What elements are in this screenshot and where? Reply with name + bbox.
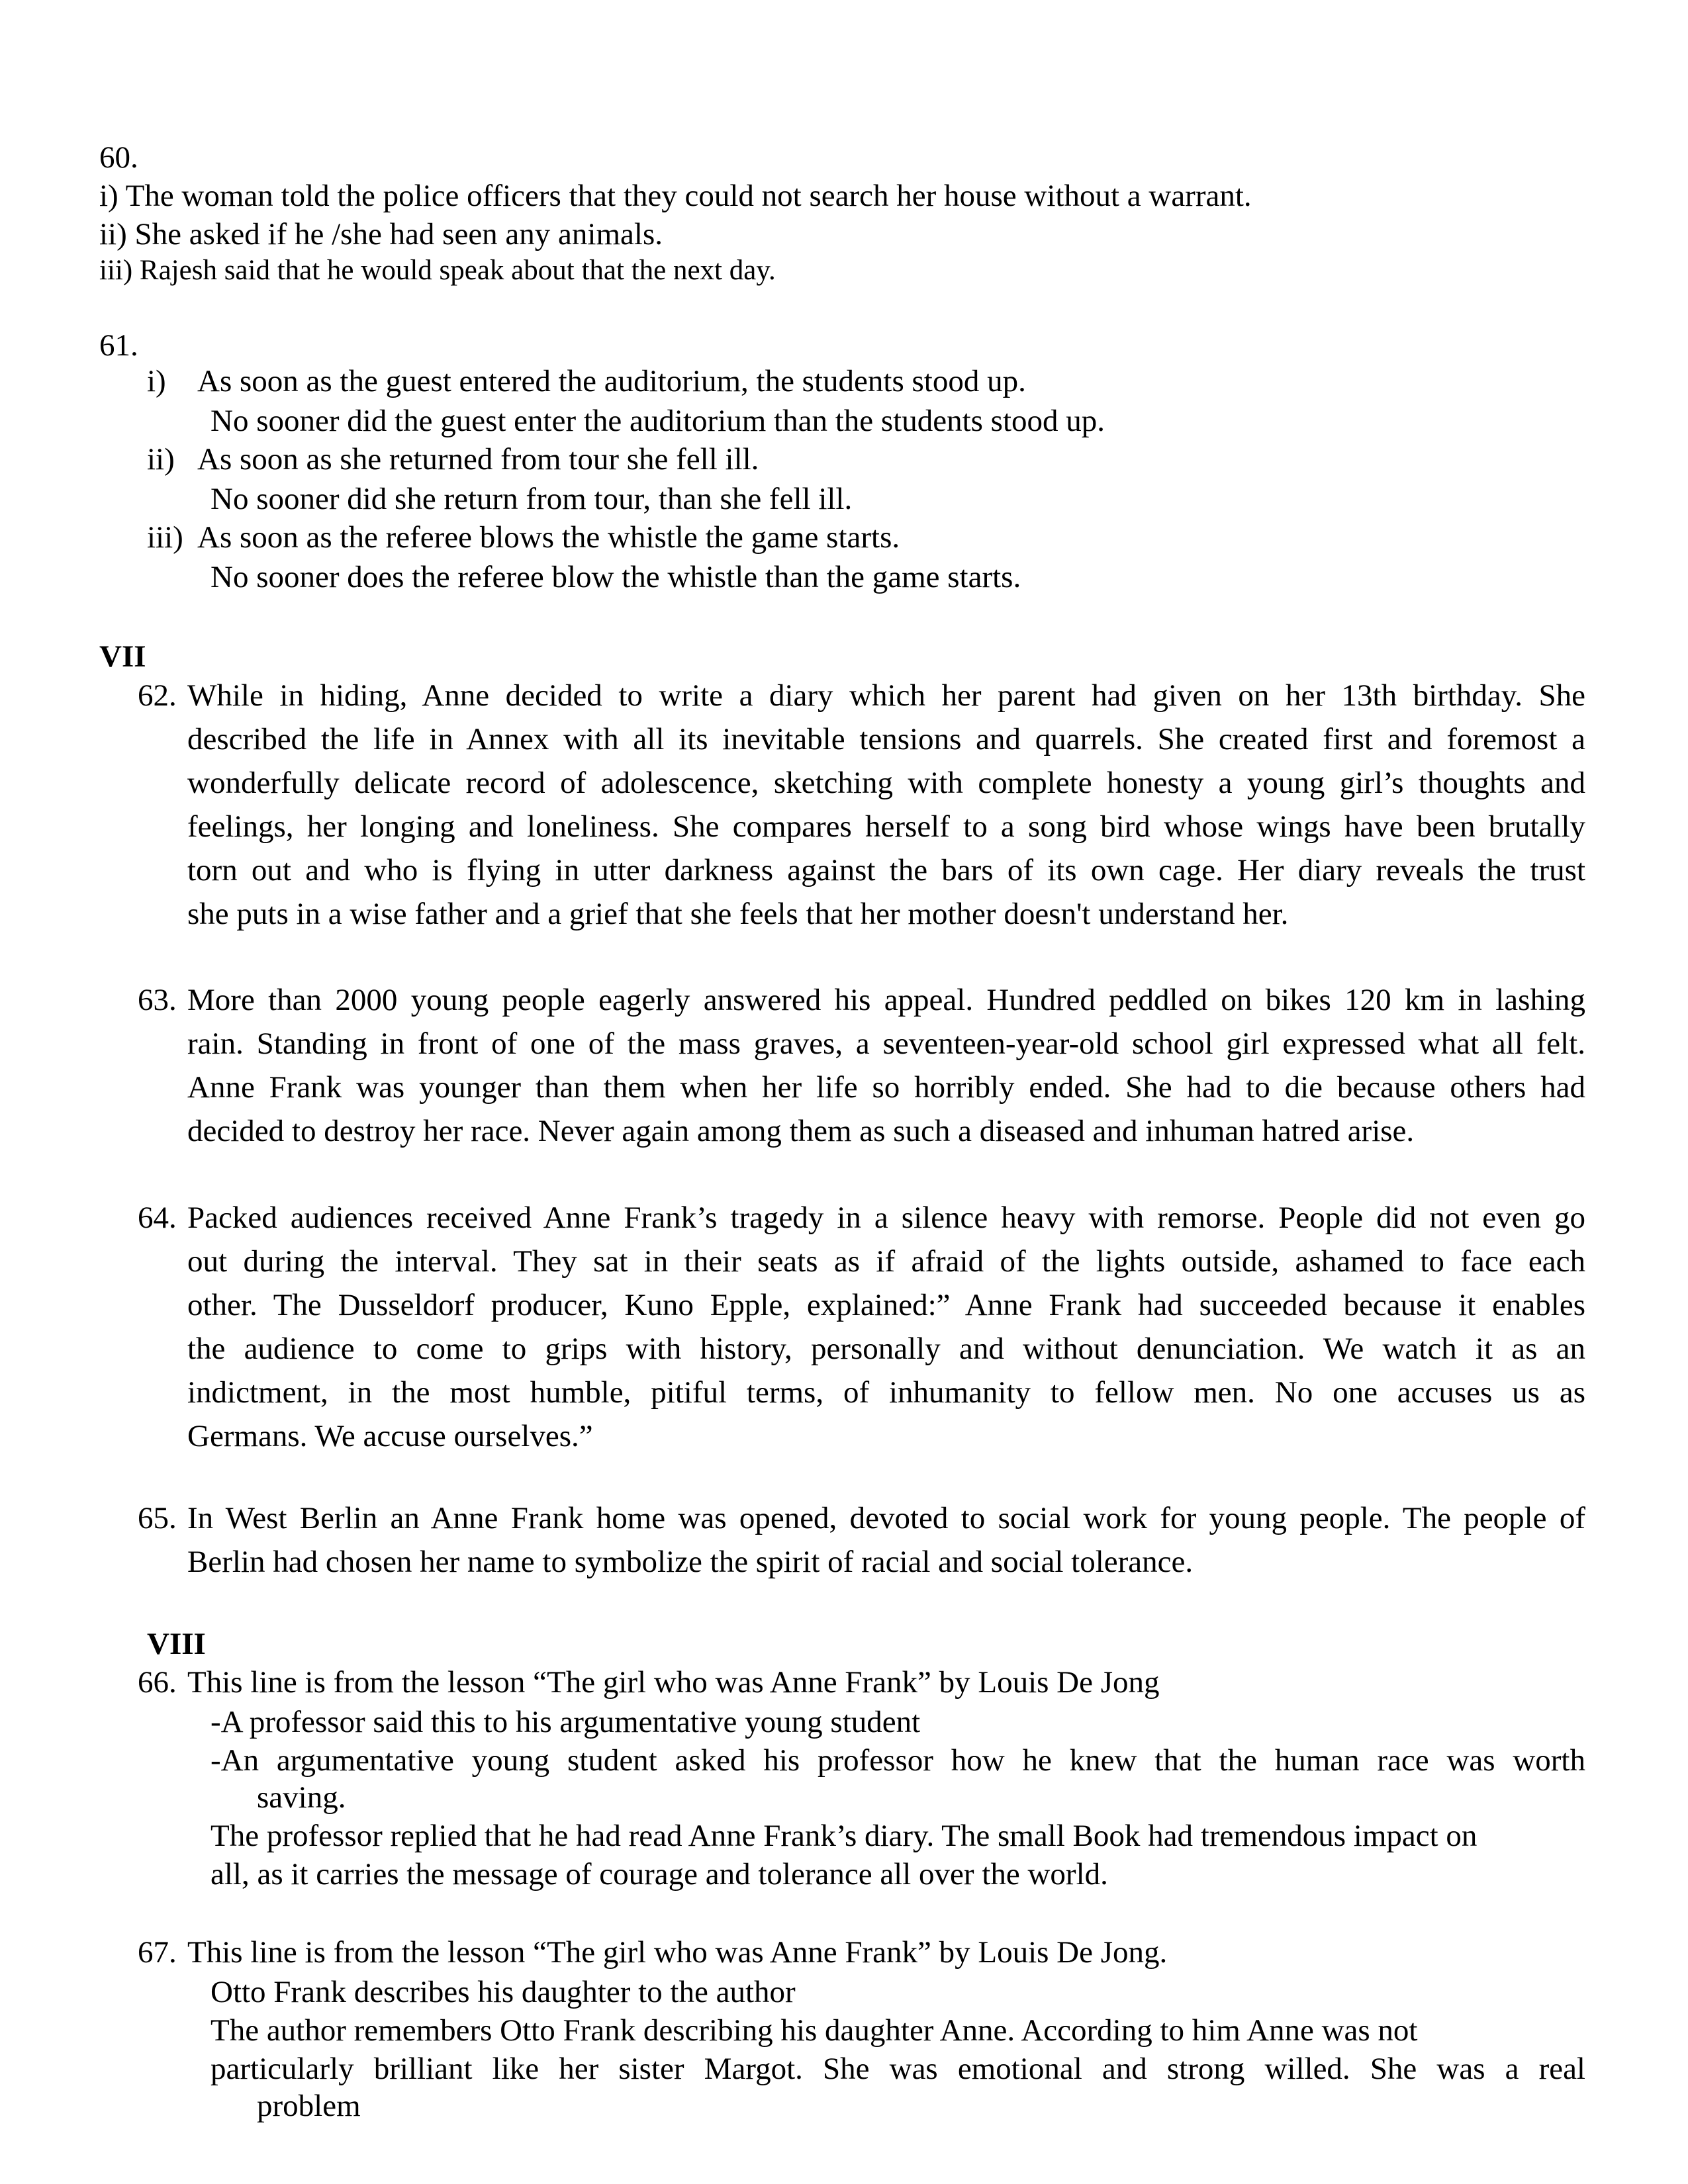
q63-line-2: rain. Standing in front of one of the mass graves, a seventeen-year-old school girl expressed what all felt. — [187, 1026, 1585, 1061]
q60-number: 60. — [99, 140, 138, 175]
q60-item-2: ii) She asked if he /she had seen any animals. — [99, 217, 663, 251]
q61-item-2-label: ii) — [147, 442, 175, 477]
q67-context: Otto Frank describes his daughter to the author — [211, 1975, 796, 2009]
q60-item-1: i) The woman told the police officers that they could not search her house without a warrant. — [99, 179, 1252, 213]
q63-line-3: Anne Frank was younger than them when her life so horribly ended. She had to die because others had — [187, 1070, 1585, 1105]
q66-number: 66. — [138, 1665, 177, 1700]
q64-line-2: out during the interval. They sat in their seats as if afraid of the lights outside, ashamed to face each — [187, 1244, 1585, 1279]
q66-bullet-1: -A professor said this to his argumentative young student — [211, 1705, 921, 1739]
q62-line-4: feelings, her longing and loneliness. She compares herself to a song bird whose wings have been brutally — [187, 809, 1585, 844]
q67-answer-line-2: particularly brilliant like her sister Margot. She was emotional and strong willed. She was a real — [211, 2052, 1585, 2086]
section-heading-viii: VIII — [147, 1627, 206, 1661]
q63-line-4: decided to destroy her race. Never again among them as such a diseased and inhuman hatred arise. — [187, 1114, 1415, 1148]
q64-line-1: Packed audiences received Anne Frank’s tragedy in a silence heavy with remorse. People did not even go — [187, 1201, 1585, 1235]
q66-bullet-2-line-1: -An argumentative young student asked his professor how he knew that the human race was worth — [211, 1743, 1585, 1778]
q61-item-2-transformed: No sooner did she return from tour, than she fell ill. — [211, 482, 853, 516]
q61-item-3-original: As soon as the referee blows the whistle the game starts. — [197, 520, 900, 555]
section-heading-vii: VII — [99, 639, 146, 674]
q61-item-1-original: As soon as the guest entered the auditorium, the students stood up. — [197, 364, 1026, 398]
q61-item-1-transformed: No sooner did the guest enter the auditorium than the students stood up. — [211, 404, 1105, 438]
q64-line-6: Germans. We accuse ourselves.” — [187, 1419, 593, 1453]
q62-number: 62. — [138, 678, 177, 713]
q67-answer-line-3: problem — [257, 2089, 361, 2123]
q64-line-5: indictment, in the most humble, pitiful terms, of inhumanity to fellow men. No one accuses us as — [187, 1375, 1585, 1410]
q63-line-1: More than 2000 young people eagerly answered his appeal. Hundred peddled on bikes 120 km in lashing — [187, 983, 1585, 1017]
q61-number: 61. — [99, 328, 138, 363]
q62-line-5: torn out and who is flying in utter darkness against the bars of its own cage. Her diary reveals the trust — [187, 853, 1585, 887]
q66-answer-line-1: The professor replied that he had read Anne Frank’s diary. The small Book had tremendous impact on — [211, 1819, 1477, 1853]
q67-intro: This line is from the lesson “The girl who was Anne Frank” by Louis De Jong. — [187, 1935, 1168, 1970]
q65-line-2: Berlin had chosen her name to symbolize the spirit of racial and social tolerance. — [187, 1545, 1194, 1579]
q63-number: 63. — [138, 983, 177, 1017]
q61-item-3-transformed: No sooner does the referee blow the whistle than the game starts. — [211, 560, 1021, 594]
q66-answer-line-2: all, as it carries the message of courage and tolerance all over the world. — [211, 1857, 1108, 1891]
q62-line-1: While in hiding, Anne decided to write a diary which her parent had given on her 13th birthday. She — [187, 678, 1585, 713]
q62-line-2: described the life in Annex with all its inevitable tensions and quarrels. She created first and foremost a — [187, 722, 1585, 756]
q66-bullet-2-line-2: saving. — [257, 1780, 346, 1815]
q60-item-3: iii) Rajesh said that he would speak about that the next day. — [99, 255, 776, 286]
q62-line-3: wonderfully delicate record of adolescence, sketching with complete honesty a young girl’s thoughts and — [187, 766, 1585, 800]
q61-item-3-label: iii) — [147, 520, 183, 555]
q61-item-2-original: As soon as she returned from tour she fell ill. — [197, 442, 759, 477]
q65-number: 65. — [138, 1501, 177, 1535]
q67-number: 67. — [138, 1935, 177, 1970]
q65-line-1: In West Berlin an Anne Frank home was opened, devoted to social work for young people. The people of — [187, 1501, 1585, 1535]
q64-line-3: other. The Dusseldorf producer, Kuno Epple, explained:” Anne Frank had succeeded because it enables — [187, 1288, 1585, 1322]
q67-answer-line-1: The author remembers Otto Frank describing his daughter Anne. According to him Anne was not — [211, 2013, 1418, 2048]
q62-line-6: she puts in a wise father and a grief that she feels that her mother doesn't understand her. — [187, 897, 1289, 931]
q64-line-4: the audience to come to grips with history, personally and without denunciation. We watch it as an — [187, 1332, 1585, 1366]
q61-item-1-label: i) — [147, 364, 166, 398]
q66-intro: This line is from the lesson “The girl who was Anne Frank” by Louis De Jong — [187, 1665, 1160, 1700]
q64-number: 64. — [138, 1201, 177, 1235]
